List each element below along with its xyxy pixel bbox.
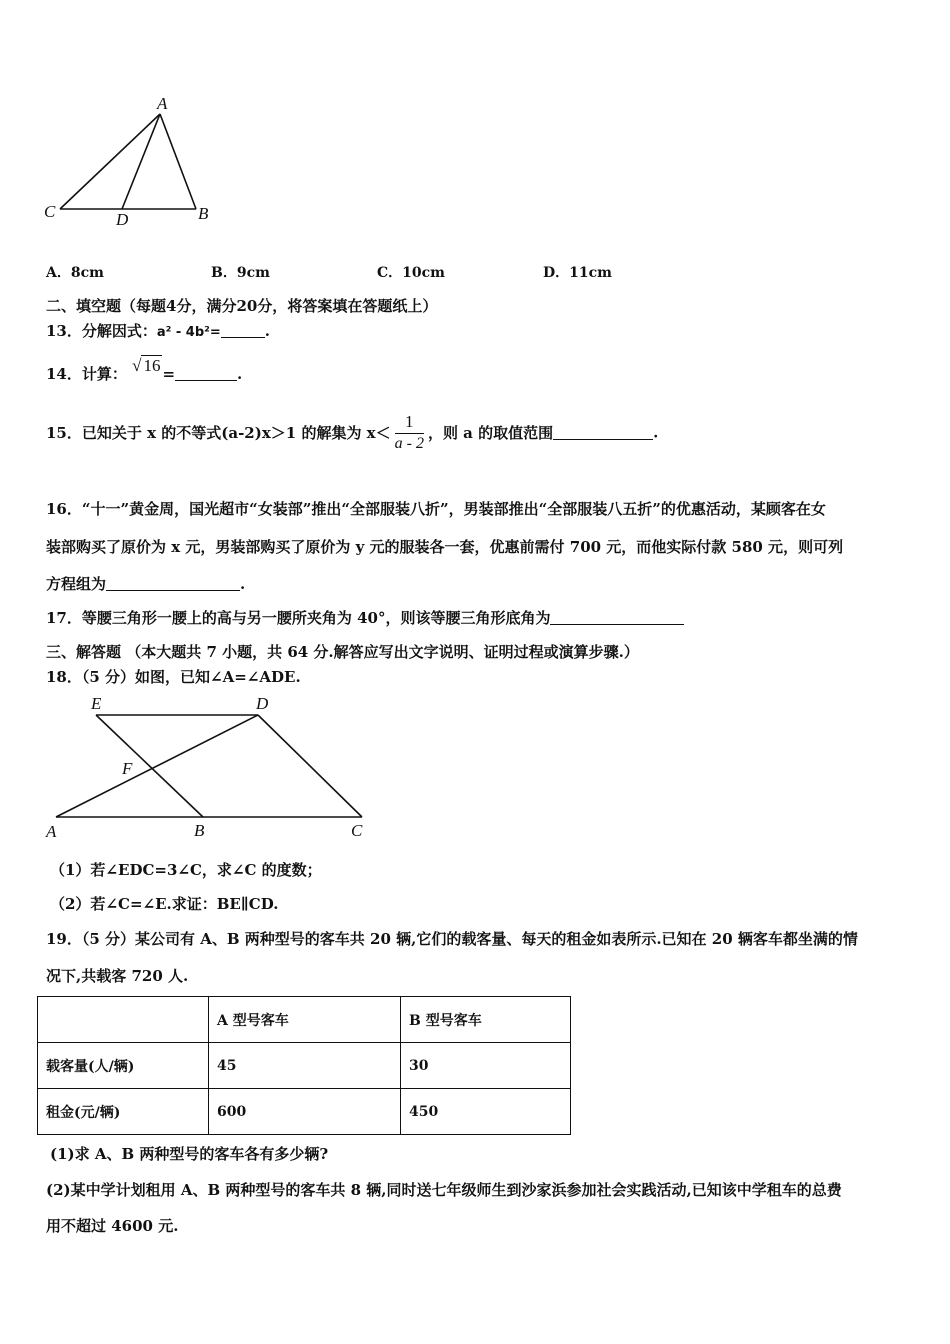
table-row	[38, 1043, 571, 1089]
q14-radicand: 16	[143, 356, 161, 375]
q13-prefix: 13．分解因式：	[46, 322, 157, 340]
q15-denominator: a - 2	[394, 435, 424, 452]
rental-table	[37, 996, 571, 1135]
q17-answer-blank	[550, 610, 684, 625]
segment-ad	[56, 715, 258, 817]
label-e: E	[91, 694, 102, 713]
label-a: A	[46, 822, 57, 841]
label-b: B	[198, 204, 209, 223]
label-d: D	[256, 694, 269, 713]
q18-part2: （2）若∠C=∠E.求证：BE∥CD.	[50, 895, 279, 913]
q13	[46, 320, 270, 341]
label-f: F	[122, 759, 133, 778]
table-cell: 载客量(人/辆)	[38, 1043, 209, 1089]
label-b: B	[194, 821, 205, 840]
section2-title: 二、填空题（每题4分，满分20分，将答案填在答题纸上）	[46, 297, 438, 315]
choice-a: A．8cm	[46, 265, 104, 281]
triangle-figure	[38, 92, 228, 232]
choice-c: C．10cm	[377, 265, 445, 281]
q13-expr: a² - 4b²=	[156, 325, 221, 340]
table-header-cell: B 型号客车	[401, 997, 571, 1043]
segment-ad	[122, 114, 160, 209]
q19-part2-line1: (2)某中学计划租用 A、B 两种型号的客车共 8 辆,同时送七年级师生到沙家浜参加社会实践活动,已知该中学租车的总费	[46, 1181, 842, 1199]
q19-part1: (1)求 A、B 两种型号的客车各有多少辆?	[50, 1145, 329, 1163]
table-cell: 600	[209, 1089, 401, 1135]
q19-line2: 况下,共载客 720 人.	[46, 967, 189, 985]
q15-suffix: ，则 a 的取值范围	[427, 424, 554, 442]
segment-ac	[60, 114, 160, 209]
table-cell: 450	[401, 1089, 571, 1135]
q19-part2-line2: 用不超过 4600 元.	[46, 1217, 179, 1235]
q14-end: .	[237, 365, 243, 383]
table-cell: 45	[209, 1043, 401, 1089]
label-c: C	[351, 821, 363, 840]
segment-ab	[160, 114, 196, 209]
segment-dc	[258, 715, 362, 817]
q15-prefix: 15．已知关于 x 的不等式(a-2)x＞1 的解集为 x＜	[46, 424, 391, 442]
parallelogram-figure	[40, 690, 380, 845]
q16-end: .	[240, 575, 246, 593]
q18-stem: 18．（5 分）如图，已知∠A=∠ADE.	[46, 668, 301, 686]
q17	[46, 607, 684, 628]
q16-line1: 16．“十一”黄金周，国光超市“女装部”推出“全部服装八折”，男装部推出“全部服装八五折”的优惠活动，某顾客在女	[46, 500, 826, 518]
q15	[46, 412, 658, 453]
q16-line2: 装部购买了原价为 x 元，男装部购买了原价为 y 元的服装各一套，优惠前需付 700 元，而他实际付款 580 元，则可列	[46, 538, 844, 556]
q14	[46, 356, 242, 384]
table-cell: 30	[401, 1043, 571, 1089]
table-cell: 租金(元/辆)	[38, 1089, 209, 1135]
table-header-cell	[38, 997, 209, 1043]
q13-suffix: .	[264, 322, 270, 340]
q16-line3-text: 方程组为	[46, 575, 107, 593]
q14-sqrt: √ 16	[132, 356, 161, 375]
choice-b: B．9cm	[211, 265, 270, 281]
q19-line1: 19．（5 分）某公司有 A、B 两种型号的客车共 20 辆,它们的载客量、每天的租金如表所示.已知在 20 辆客车都坐满的情	[46, 930, 858, 948]
q17-text: 17．等腰三角形一腰上的高与另一腰所夹角为 40°，则该等腰三角形底角为	[46, 609, 551, 627]
q15-end: .	[653, 423, 659, 442]
label-d: D	[116, 210, 129, 229]
segment-eb	[96, 715, 203, 817]
q13-answer-blank	[221, 323, 265, 338]
q15-answer-blank	[553, 425, 653, 440]
q14-prefix: 14．计算：	[46, 365, 127, 383]
label-a: A	[157, 94, 168, 113]
q14-answer-blank	[175, 366, 237, 381]
q15-fraction	[395, 412, 424, 453]
choice-d: D．11cm	[543, 265, 612, 281]
q15-numerator: 1	[395, 412, 424, 434]
section3-title: 三、解答题 （本大题共 7 小题，共 64 分.解答应写出文字说明、证明过程或演算步骤.）	[46, 643, 639, 661]
table-header-cell: A 型号客车	[209, 997, 401, 1043]
q18-part1: （1）若∠EDC=3∠C，求∠C 的度数；	[50, 861, 322, 879]
table-row	[38, 1089, 571, 1135]
table-header-row	[38, 997, 571, 1043]
q14-equals: =	[162, 365, 176, 383]
q16-line3	[46, 573, 245, 594]
label-c: C	[44, 202, 56, 221]
q16-answer-blank	[106, 576, 240, 591]
